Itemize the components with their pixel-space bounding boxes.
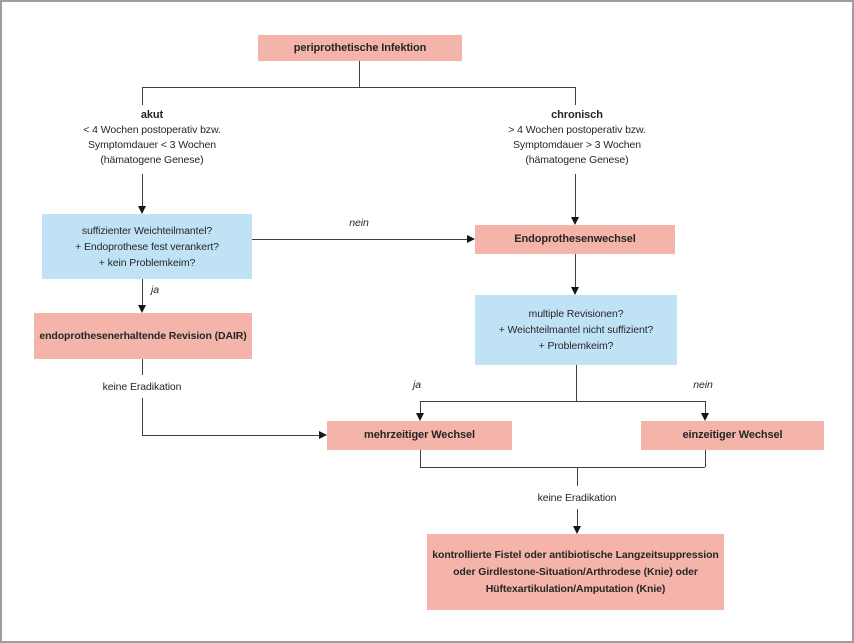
arrowhead-ja-multistage [416,413,424,421]
edge-dair-eradication-lower [142,398,143,435]
arrowhead-chronic-exchange [571,217,579,225]
decision-box-acute [42,214,252,279]
edge-label-nein-exchange: nein [349,217,369,229]
edge-label-ja-multistage: ja [413,379,421,391]
root-box-periprosthetic-infection [258,35,462,61]
edge-join-eradication-upper [577,467,578,486]
edge-dair-to-multistage [142,435,319,436]
label-no-eradication-dair: keine Eradikation [102,381,182,393]
edge-acute-to-decision [142,174,143,207]
edge-label-nein-singlestage: nein [693,379,713,391]
chronic-line-3: (hämatogene Genese) [525,154,629,166]
chronic-line-2: Symptomdauer > 3 Wochen [513,139,641,151]
salvage-line-2: oder Girdlestone-Situation/Arthrodese (Knie) oder [453,565,698,578]
box-endoprothesis-exchange [475,225,675,254]
arrowhead-to-salvage [573,526,581,534]
box-salvage-options [427,534,724,610]
box-dair-revision [34,313,252,359]
label-no-eradication-stage: keine Eradikation [537,492,617,504]
edge-decision-down [576,365,577,401]
decision-chronic-line-1: multiple Revisionen? [528,308,624,320]
multi-stage-label: mehrzeitiger Wechsel [364,429,475,441]
acute-branch-block [52,108,252,168]
edge-split-chronic-stub [575,87,576,105]
edge-exchange-to-decision [575,254,576,287]
edge-join-eradication-lower [577,509,578,526]
edge-singlestage-down [705,450,706,467]
edge-decision-split [420,401,705,402]
arrowhead-ja-dair [138,305,146,313]
edge-dair-eradication-upper [142,359,143,375]
arrowhead-exchange-decision [571,287,579,295]
single-stage-label: einzeitiger Wechsel [682,429,783,441]
edge-label-ja-dair: ja [151,284,159,296]
box-multi-stage-exchange [327,421,512,450]
decision-chronic-line-2: + Weichteilmantel nicht suffizient? [498,324,654,336]
salvage-line-1: kontrollierte Fistel oder antibiotische Langzeitsuppression [432,548,719,561]
chronic-title: chronisch [551,109,603,121]
decision-acute-line-1: suffizienter Weichteilmantel? [81,224,213,237]
acute-title: akut [140,109,164,121]
edge-root-split [142,87,575,88]
edge-ja-to-dair [142,279,143,305]
box-single-stage-exchange [641,421,824,450]
arrowhead-nein-exchange [467,235,475,243]
salvage-line-3: Hüftexartikulation/Amputation (Knie) [485,582,666,595]
chronic-branch-block [477,108,677,168]
decision-chronic-line-3: + Problemkeim? [538,340,614,352]
edge-nein-to-exchange [252,239,467,240]
arrowhead-nein-singlestage [701,413,709,421]
acute-line-1: < 4 Wochen postoperativ bzw. [83,124,221,136]
dair-label: endoprothesenerhaltende Revision (DAIR) [39,329,247,342]
arrowhead-acute-decision [138,206,146,214]
exchange-label: Endoprothesenwechsel [514,233,636,245]
acute-line-2: Symptomdauer < 3 Wochen [88,139,216,151]
decision-acute-line-2: + Endoprothese fest verankert? [75,240,219,253]
acute-line-3: (hämatogene Genese) [100,154,204,166]
edge-split-nein-stub [705,401,706,413]
edge-root-down [359,61,360,87]
chronic-line-1: > 4 Wochen postoperativ bzw. [508,124,646,136]
arrowhead-dair-multistage [319,431,327,439]
decision-box-chronic [475,295,677,365]
edge-stage-join [420,467,705,468]
root-box-label: periprothetische Infektion [293,41,427,54]
edge-multistage-down [420,450,421,467]
decision-acute-line-3: + kein Problemkeim? [98,256,196,269]
edge-split-ja-stub [420,401,421,413]
edge-chronic-to-exchange [575,174,576,217]
edge-split-acute-stub [142,87,143,105]
